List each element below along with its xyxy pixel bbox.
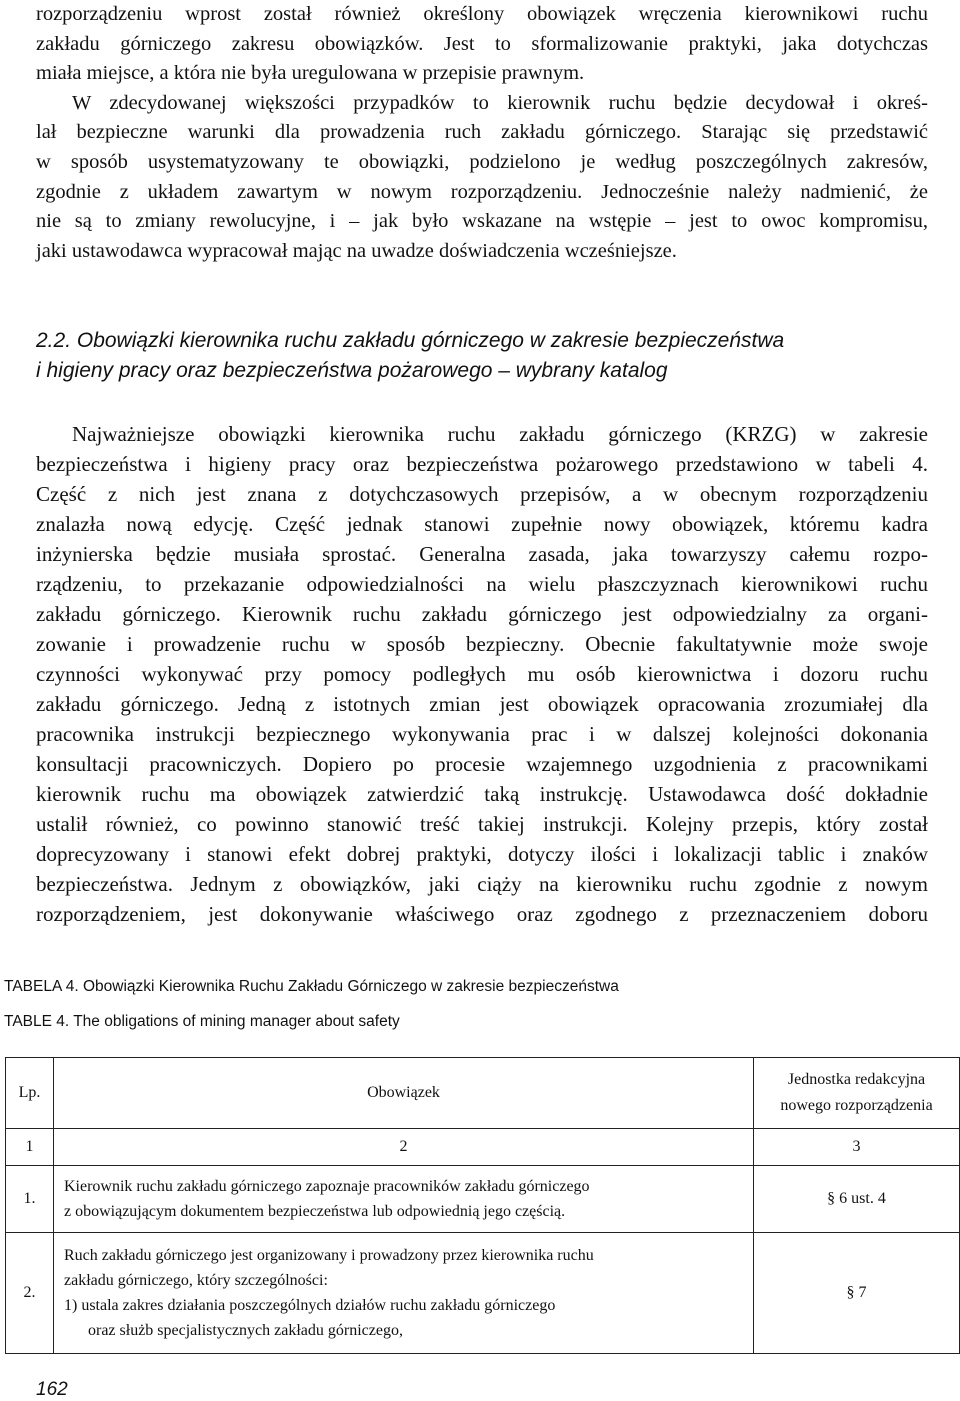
column-number: 2 [54, 1129, 754, 1166]
text-line: czynności wykonywać przy pomocy podległych mu osób kierownictwa i dozoru ruchu [36, 662, 928, 686]
heading-line: 2.2. Obowiązki kierownika ruchu zakładu górniczego w zakresie bezpieczeństwa [36, 329, 785, 352]
row-text-line: 1) ustala zakres działania poszczególnych działów ruchu zakładu górniczego [64, 1297, 556, 1314]
text-line: bezpieczeństwa. Jednym z obowiązków, jaki ciąży na kierowniku ruchu zgodnie z nowym [36, 872, 928, 896]
text-line: pracownika instrukcji bezpiecznego wykonywania prac i w dalszej kolejności dokonania [36, 722, 928, 746]
row-lp: 2. [6, 1233, 54, 1354]
header-unit [754, 1058, 960, 1129]
table-column-numbers-row [6, 1129, 960, 1166]
text-line: bezpieczeństwa i higieny pracy oraz bezpieczeństwa pożarowego przedstawiono w tabeli 4. [36, 452, 928, 476]
row-text-line: zakładu górniczego, który szczególności: [64, 1272, 328, 1289]
text-line: doprecyzowany i stanowi efekt dobrej praktyki, dotyczy ilości i lokalizacji tablic i znaków [36, 842, 928, 866]
row-text-line: Kierownik ruchu zakładu górniczego zapoznaje pracowników zakładu górniczego [64, 1178, 590, 1195]
text-line: kierownik ruchu ma obowiązek zatwierdzić taką instrukcję. Ustawodawca dość dokładnie [36, 782, 928, 806]
text-line: inżynierska będzie musiała sprostać. Generalna zasada, jaka towarzyszy całemu rozpo- [36, 542, 928, 566]
text-line: Najważniejsze obowiązki kierownika ruchu zakładu górniczego (KRZG) w zakresie [72, 422, 928, 446]
text-line: lał bezpieczne warunki dla prowadzenia ruch zakładu górniczego. Starając się przedstawić [36, 121, 928, 144]
row-obligation [54, 1233, 754, 1354]
table-row [6, 1233, 960, 1354]
text-line: rozporządzeniem, jest dokonywanie właściwego oraz zgodnego z przeznaczeniem doboru [36, 902, 928, 926]
obligations-table [5, 1057, 960, 1354]
table-caption-polish: TABELA 4. Obowiązki Kierownika Ruchu Zakładu Górniczego w zakresie bezpieczeństwa [4, 978, 619, 995]
table-caption-english: TABLE 4. The obligations of mining manager about safety [4, 1013, 400, 1030]
header-obligation: Obowiązek [54, 1058, 754, 1129]
column-number: 3 [754, 1129, 960, 1166]
text-line: rozporządzeniu wprost został również określony obowiązek wręczenia kierownikowi ruchu [36, 3, 928, 25]
text-line: jaki ustawodawca wypracował mając na uwadze doświadczenia wcześniejsze. [36, 239, 677, 262]
row-lp: 1. [6, 1166, 54, 1233]
text-line: zakładu górniczego. Kierownik ruchu zakładu górniczego jest odpowiedzialny za organi- [36, 602, 928, 626]
text-line: W zdecydowanej większości przypadków to kierownik ruchu będzie decydował i okreś- [72, 91, 928, 114]
text-line: w sposób usystematyzowany te obowiązki, podzielono je według poszczególnych zakresów, [36, 150, 928, 173]
row-text-line: Ruch zakładu górniczego jest organizowany i prowadzony przez kierownika ruchu [64, 1247, 594, 1264]
text-line: nie są to zmiany rewolucyjne, i – jak było wskazane na wstępie – jest to owoc kompromisu, [36, 210, 928, 233]
row-unit: § 6 ust. 4 [754, 1166, 960, 1233]
row-text-line: z obowiązującym dokumentem bezpieczeństwa lub odpowiednią jego częścią. [64, 1203, 566, 1220]
page-number: 162 [36, 1379, 68, 1400]
text-line: miała miejsce, a która nie była uregulowana w przepisie prawnym. [36, 62, 585, 85]
heading-line: i higieny pracy oraz bezpieczeństwa pożarowego – wybrany katalog [36, 359, 668, 382]
table-header-row [6, 1058, 960, 1129]
row-obligation [54, 1166, 754, 1233]
text-line: ustalił również, co powinno stanowić treść takiej instrukcji. Kolejny przepis, który został [36, 812, 928, 836]
text-line: zowanie i prowadzenie ruchu w sposób bezpieczny. Obecnie fakultatywnie może swoje [36, 632, 928, 656]
header-unit-line: nowego rozporządzenia [780, 1097, 933, 1114]
column-number: 1 [6, 1129, 54, 1166]
text-line: Część z nich jest znana z dotychczasowych przepisów, a w obecnym rozporządzeniu [36, 482, 928, 506]
section-heading [36, 326, 936, 386]
text-line: zakładu górniczego. Jedną z istotnych zmian jest obowiązek opracowania zrozumiałej dla [36, 692, 928, 716]
row-unit: § 7 [754, 1233, 960, 1354]
header-lp: Lp. [6, 1058, 54, 1129]
text-line: rządzeniu, to przekazanie odpowiedzialności na wielu płaszczyznach kierownikowi ruchu [36, 572, 928, 596]
text-line: znalazła nową edycję. Część jednak stanowi zupełnie nowy obowiązek, któremu kadra [36, 512, 928, 536]
text-line: zgodnie z układem zawartym w nowym rozporządzeniu. Jednocześnie należy nadmienić, że [36, 180, 928, 203]
header-unit-line: Jednostka redakcyjna [787, 1071, 926, 1088]
text-line: zakładu górniczego zakresu obowiązków. Jest to sformalizowanie praktyki, jaka dotychczas [36, 32, 928, 55]
table-row [6, 1166, 960, 1233]
text-line: konsultacji pracowniczych. Dopiero po procesie wzajemnego uzgodnienia z pracownikami [36, 752, 928, 776]
paragraph-main [36, 419, 928, 929]
paragraph-intro [36, 0, 928, 266]
row-text-line: oraz służb specjalistycznych zakładu górniczego, [88, 1322, 403, 1339]
